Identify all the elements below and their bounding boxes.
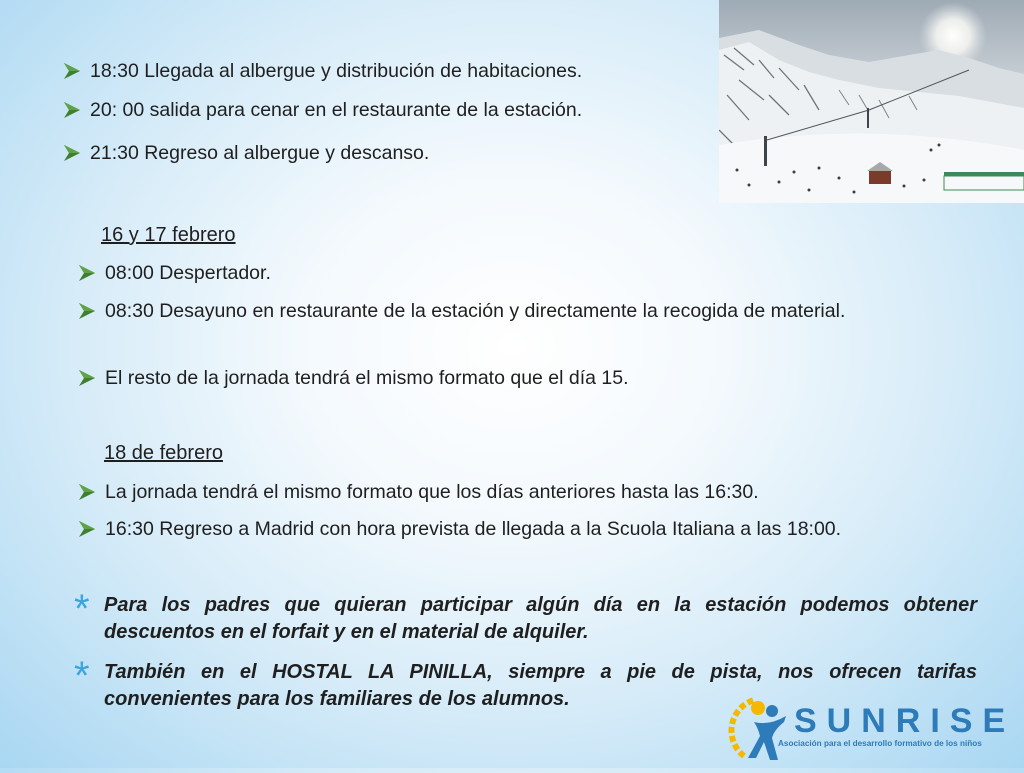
note-item <box>74 587 977 646</box>
schedule-item <box>62 140 712 166</box>
arrow-bullet-icon <box>77 260 105 283</box>
sunrise-figure-logo <box>766 705 778 717</box>
schedule-item <box>77 479 975 505</box>
arrow-bullet-icon <box>77 479 105 502</box>
arrow-bullet-icon <box>77 298 105 321</box>
ski-slope-photo <box>719 0 1024 203</box>
note-text: Para los padres que quieran participar algún día en la estación podemos obtener descuentos en el forfait y en el material de alquiler. <box>104 594 977 643</box>
schedule-text: La jornada tendrá el mismo formato que los días anteriores hasta las 16:30. <box>105 481 759 503</box>
arrow-bullet-icon <box>62 97 90 120</box>
schedule-text: 08:30 Desayuno en restaurante de la estación y directamente la recogida de material. <box>105 300 846 322</box>
schedule-item <box>62 58 712 84</box>
schedule-text: El resto de la jornada tendrá el mismo formato que el día 15. <box>105 367 629 389</box>
logo-tagline: Asociación para el desarrollo formativo de los niños <box>778 739 982 748</box>
arrow-bullet-icon <box>77 365 105 388</box>
schedule-item <box>62 97 712 123</box>
arrow-bullet-icon <box>62 58 90 81</box>
schedule-text: 21:30 Regreso al albergue y descanso. <box>90 142 430 164</box>
schedule-text: 18:30 Llegada al albergue y distribución de habitaciones. <box>90 60 583 82</box>
schedule-item <box>77 260 975 286</box>
day-heading: 16 y 17 febrero <box>101 224 236 246</box>
schedule-item <box>77 516 975 542</box>
schedule-item <box>77 298 975 324</box>
schedule-text: 08:00 Despertador. <box>105 262 271 284</box>
asterisk-icon: * <box>74 654 90 698</box>
asterisk-icon: * <box>74 587 90 631</box>
sunrise-logo <box>714 686 1014 768</box>
arrow-bullet-icon <box>77 516 105 539</box>
day-heading: 18 de febrero <box>104 442 223 464</box>
logo-name: SUNRISE <box>794 702 1014 740</box>
note-text: También en el HOSTAL LA PINILLA, siempre a pie de pista, nos ofrecen tarifas convenientes para los familiares de los alumnos. <box>104 661 977 710</box>
arrow-bullet-icon <box>62 140 90 163</box>
schedule-text: 20: 00 salida para cenar en el restaurante de la estación. <box>90 99 583 121</box>
schedule-item <box>77 365 975 391</box>
schedule-text: 16:30 Regreso a Madrid con hora prevista de llegada a la Scuola Italiana a las 18:00. <box>105 518 842 540</box>
